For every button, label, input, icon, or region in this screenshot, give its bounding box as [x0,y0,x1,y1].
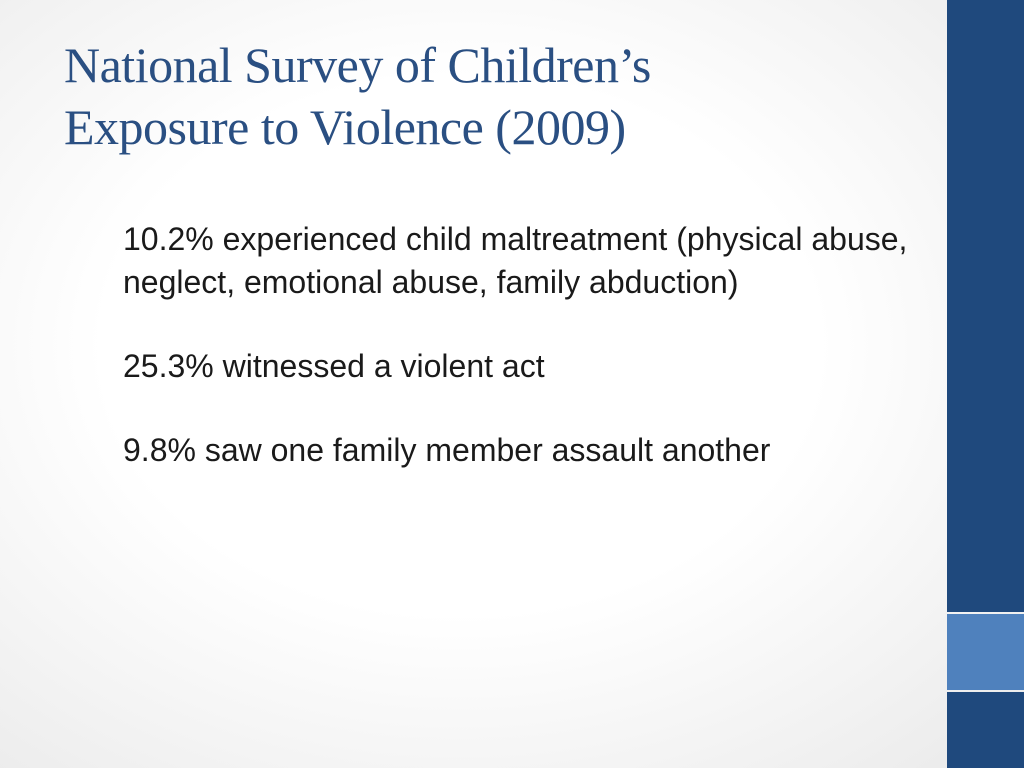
bullet-item-maltreatment: 10.2% experienced child maltreatment (physical abuse, neglect, emotional abuse, family abduction) [123,221,908,300]
bullet-item-witnessed: 25.3% witnessed a violent act [123,348,545,384]
side-band-dark-top [947,0,1024,612]
slide-title [64,34,924,158]
title-line-1: National Survey of Children’s [64,37,651,93]
bullet-item-family-assault: 9.8% saw one family member assault another [123,432,771,468]
bullet-list [123,218,923,472]
title-line-2: Exposure to Violence (2009) [64,99,626,155]
side-band-light [947,614,1024,690]
side-band-dark-bottom [947,692,1024,768]
